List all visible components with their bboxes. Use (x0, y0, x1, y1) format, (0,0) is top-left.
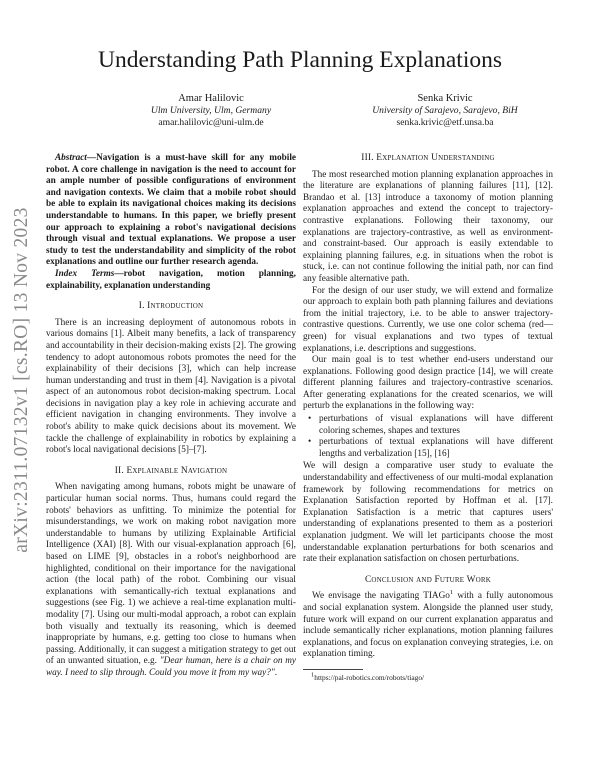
bullet-icon: • (308, 414, 312, 425)
author-block-1 (126, 93, 296, 129)
list-item-text: perturbations of textual explanations will have different lengths and verbalization [15], [16] (319, 437, 553, 459)
right-column (303, 153, 553, 682)
list-item (303, 414, 553, 437)
bullet-icon: • (308, 437, 312, 448)
arxiv-stamp-text: arXiv:2311.07132v1 [cs.RO] 13 Nov 2023 (11, 207, 32, 553)
abstract (46, 153, 296, 269)
section-heading-conclusion: Conclusion and Future Work (364, 574, 492, 585)
nav-text: When navigating among humans, robots might be unaware of particular human social norms. Thus, humans could regard the robots' behaviors as unfitting. To minimize the potential for misunderstandings, we work on making robot navigation more understandable to humans by utilizing Explainable Artificial Intelligence (XAI) [8]. With our visual-explanation approach [6], based on LIME [9], obstacles in a robot's neighborhood are highlighted, conditional on their importance for the navigational action (the local path) of the robot. Combining our visual explanations with semantically-rich textual explanations and suggestions (see Fig. 1) we achieve a real-time explanation multi-modality [7]. Using our multi-modal approach, a robot can explain both visually and textually its reasoning, which is deemed inappropriate by humans, e.g. getting too close to humans when passing. Additionally, it can suggest a mitigation strategy to get out of an unwanted situation, e.g. (46, 482, 296, 667)
understanding-paragraph-3: Our main goal is to test whether end-users understand our explanations. Following good design practice [14], we will create different planning failures and trajectory-contrastive scenarios. After generating explanations for the created scenarios, we will perturb the explanations in the following way: (303, 355, 553, 412)
understanding-paragraph-2: For the design of our user study, we will extend and formalize our approach to explain both path planning failures and deviations from the initial trajectory, i.e. to be able to answer trajectory-contrastive questions. Currently, we use one color schema (red—green) for visual explanations and two types of textual explanations, i.e. descriptions and suggestions. (303, 285, 553, 354)
explainable-navigation-paragraph (46, 482, 296, 679)
conclusion-text-a: We envisage the navigating TIAGo (312, 591, 450, 602)
footnote-mark: 1 (449, 589, 454, 597)
intro-paragraph: There is an increasing deployment of autonomous robots in various domains [1]. Albeit many benefits, a lack of transparency and accountability in their decision-making exists [2]. The growing tendency to adopt autonomous robots promotes the need for the explainability of their decisions [3], which can help increase human understanding and trust in them [4]. Navigation is a pivotal aspect of an autonomous robot decision-making spectrum. Local decisions in navigation play a key role in achieving accurate and efficient navigation in changing environments. They involve a robot's ability to make quick decisions about its movement. We tackle the challenge of explainability in robotics by explaining a robot's local navigational decisions [5]–[7]. (46, 317, 296, 456)
author-affiliation: University of Sarajevo, Sarajevo, BiH (372, 105, 518, 116)
left-column (46, 153, 296, 680)
author-name: Senka Krivic (417, 93, 473, 104)
list-item-text: perturbations of visual explanations will have different coloring schemes, shapes and textures (319, 414, 553, 436)
paper-title: Understanding Path Planning Explanations (97, 47, 503, 73)
author-email: senka.krivic@etf.unsa.ba (396, 117, 494, 128)
author-email: amar.halilovic@uni-ulm.de (158, 117, 264, 128)
conclusion-text-b: with a fully autonomous and social explanation system. Alongside the planned user study, future work will expand on our current explanation apparatus and include semantically richer explanations, motion planning failures explanations, and focus on explanation conveying strategies, i.e. on explanation timing. (303, 591, 553, 660)
understanding-paragraph-4: We will design a comparative user study to evaluate the understandability and effectiveness of our multi-modal explanation framework by following recommendations for metrics on Explanation Satisfaction reported by Hoffman et al. [17]. Explanation Satisfaction is a metric that captures users' understanding of explanations presented to them as a posteriori explanation judgment. We will let participants choose the most understandable explanation perturbations for both scenarios and rate their explanation satisfaction on chosen perturbations. (303, 461, 553, 565)
footnote-url: https://pal-robotics.com/robots/tiago/ (314, 672, 425, 682)
footnote (303, 673, 553, 682)
section-heading-introduction: I. Introduction (138, 301, 204, 312)
index-terms-text: —robot navigation, motion planning, explainability, explanation understanding (46, 268, 296, 291)
section-heading-explanation-understanding: III. Explanation Understanding (361, 153, 495, 163)
nav-quote-end: . (274, 667, 278, 678)
section-heading-explainable-navigation: II. Explainable Navigation (114, 465, 228, 476)
index-terms-label: Index Terms (55, 268, 115, 279)
understanding-paragraph-1: The most researched motion planning explanation approaches in the literature are explanations of planning failures [11], [12]. Brandao et al. [13] introduce a taxonomy of motion planning explanation approaches and extend the concept to trajectory-contrastive explanations. Following their taxonomy, our explanations are trajectory-contrastive, as well as environment- and constraint-based. Our approach is easily extendable to explaining planning failures, e.g. in situations when the robot is stuck, i.e. can not continue following the initial path, nor can find any feasible alternative path. (303, 169, 553, 284)
footnote-rule (303, 669, 363, 670)
author-block-2 (350, 93, 540, 129)
perturbation-list (303, 414, 553, 460)
index-terms (46, 269, 296, 292)
arxiv-stamp (4, 150, 40, 610)
abstract-text: —Navigation is a must-have skill for any mobile robot. A core challenge in navigation is the need to account for an ample number of possible configurations of environment and navigation contexts. We claim that a mobile robot should be able to explain its navigational choices making its decisions understandable to humans. In this paper, we briefly present our approach to explaining a robot's navigational decisions through visual and textual explanations. We propose a user study to test the understandability and simplicity of the robot explanations and outline our further research agenda. (46, 153, 296, 268)
list-item (303, 437, 553, 460)
author-affiliation: Ulm University, Ulm, Germany (150, 105, 272, 116)
nav-quote: "Dear human, here is a chair on my way. I need to slip through. Could you move it from my way?" (46, 656, 296, 678)
footnote-number: 1 (311, 671, 315, 679)
abstract-label: Abstract (55, 153, 87, 163)
author-name: Amar Halilovic (178, 93, 244, 104)
conclusion-paragraph (303, 591, 553, 661)
